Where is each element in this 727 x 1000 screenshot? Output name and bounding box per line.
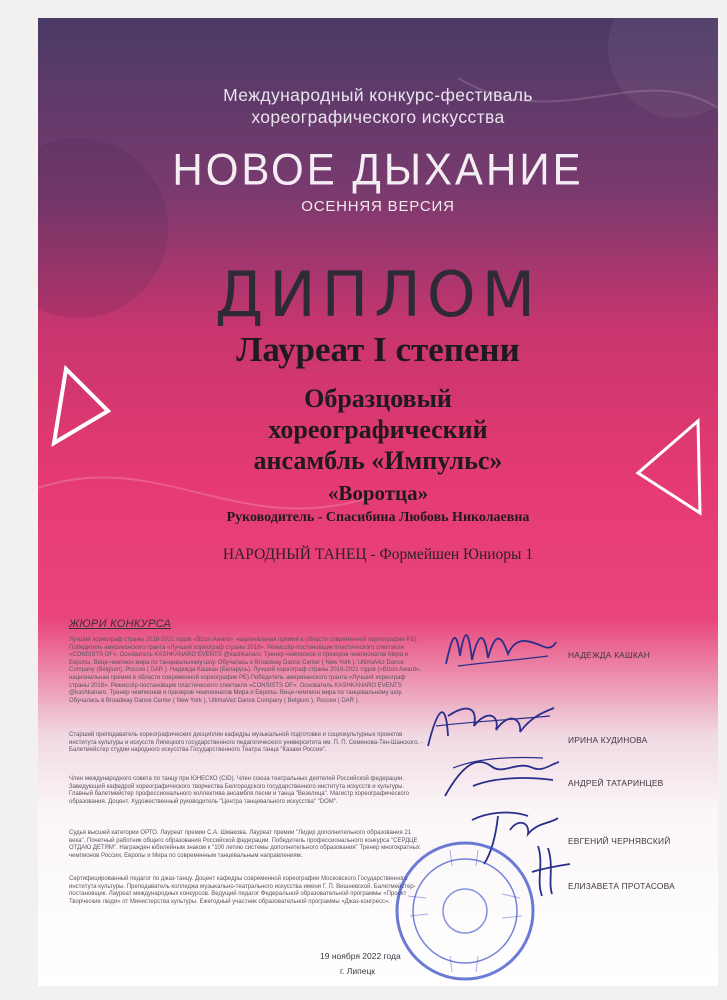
jury-bio: Сертифицированный педагог по джаз-танцу. Доцент кафедры современной хореографии Московского Государственного института культуры. Преподаватель колледжа музыкально-театрального искусства имени Г. П. Вишневской. Балетмейстер-постановщик. Лауреат международных конкурсов. Ведущий педагог Федеральной образовательной программы «Проект Творческие люди» от Министерства культуры. Ежегодный участник образовательной программы «Джаз-конгресс».: [69, 876, 416, 905]
piece-title: «Воротца»: [327, 481, 429, 505]
issue-date: 19 ноября 2022 года: [320, 951, 401, 961]
jury-heading: ЖЮРИ КОНКУРСА: [69, 618, 172, 630]
signature-image: [438, 616, 558, 676]
jury-name: НАДЕЖДА КАШКАН: [568, 650, 650, 660]
laureate-title: Лауреат I степени: [236, 330, 520, 369]
organizer-line-2: хореографического искусства: [251, 107, 505, 127]
festival-subtitle: ОСЕННЯЯ ВЕРСИЯ: [301, 198, 455, 215]
organization-stamp: [390, 836, 540, 986]
jury-bio: Старший преподаватель хореографических дисциплин кафедры музыкальной подготовки и социокультурных проектов института культуры и искусств Липецкого государственного педагогического университета им. П. П. Семенова-Тян-Шанского. - Балетмейстер студии народного искусства Государственного Театра танца "Казаки России".: [69, 732, 423, 754]
jury-name: АНДРЕЙ ТАТАРИНЦЕВ: [568, 778, 664, 788]
leader-line: Руководитель - Спасибина Любовь Николаевна: [226, 510, 530, 525]
participant-line-1: Образцовый: [304, 384, 452, 413]
participant-line-2: хореографический: [268, 415, 488, 444]
jury-name: ИРИНА КУДИНОВА: [568, 735, 648, 745]
issue-city: г. Липецк: [340, 966, 376, 976]
jury-bio: Член международного совета по танцу при ЮНЕСКО (CID). Член союза театральных деятелей Российской федерации. Заведующий кафедрой хореографического творчества Белгородского государственного института искусств и культуры. Главный балетмейстер профессионального коллектива ансамбля песни и танца "Везелица". Магистр хореографического образования. Доцент. Художественный руководитель "Центра танцевального искусства" "DOM".: [69, 776, 410, 805]
jury-bio: Лучший хореограф страны 2016-2021 годов «Bizon Award», национальная премия в области современной хореографии РБ). Победитель американского гранта «Лучший хореограф страны 2018». Режиссёр-постановщик пластического спектакля «CONSISTS OF». Основатель KASHKANARO EVENTS @kashkanaro. Тренер чемпионов и призеров чемпионатов Мира и Европы. Вице-чемпион мира по танцевальному шоу. Обучалась в Broadway Dance Center ( New York ), UltimaVez Dance Company (Belgium), Россия ( DAR ). Надежда Кашкан (Беларусь). Лучший хореограф страны 2016-2021 годов («Bizon Award», национальная премия в области современной хореографии РБ).Победитель американского гранта «Лучший хореограф страны 2018». Режиссёр-постановщик пластического спектакля «CONSISTS OF». Основатель KASHKANARO EVENTS @kashkanaro. Тренер чемпионов и призеров чемпионатов Мира и Европы. Вице-чемпион мира по танцевальному шоу. Обучалась в Broadway Dance Center ( New York ), UltimaVez Dance Company ( Belgium ), Россия ( DAR ).: [69, 637, 421, 704]
jury-name: ЕВГЕНИЙ ЧЕРНЯВСКИЙ: [568, 836, 671, 846]
signature-image: [433, 746, 563, 806]
jury-name: ЕЛИЗАВЕТА ПРОТАСОВА: [568, 881, 675, 891]
festival-title: НОВОЕ ДЫХАНИЕ: [172, 144, 584, 195]
diploma-card: [38, 18, 718, 986]
participant-line-3: ансамбль «Импульс»: [253, 446, 503, 475]
jury-bio: Судья высшей категории ОРТО. Лауреат премии С.А. Шмакова. Лауреат премии "Лидер дополнительного образования 21 века". Почетный работник общего образования Российской федерации. Победитель профессионального конкурса "СЕРДЦЕ ОТДАЮ ДЕТЯМ". Награжден юбилейным знаком к "100 летию системы дополнительного образования" Тренер многократных чемпионов России, Европы и Мира по современным танцевальным направлениям.: [69, 830, 420, 859]
diploma-heading: ДИПЛОМ: [214, 258, 542, 331]
organizer-line-1: Международный конкурс-фестиваль: [223, 85, 533, 105]
category-line: НАРОДНЫЙ ТАНЕЦ - Формейшен Юниоры 1: [222, 546, 534, 563]
